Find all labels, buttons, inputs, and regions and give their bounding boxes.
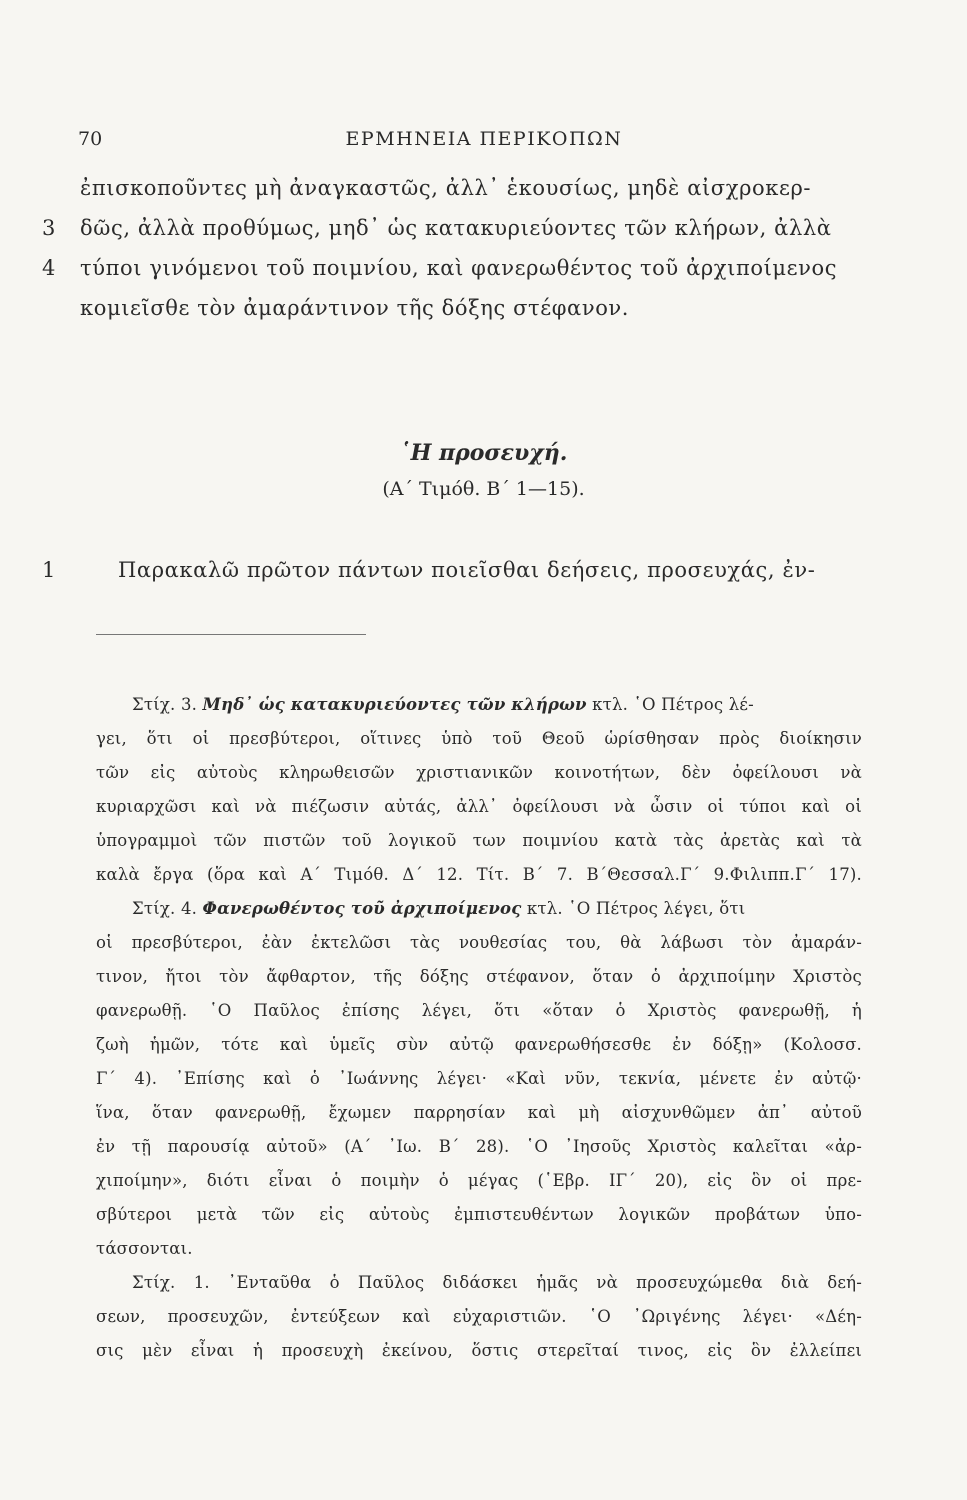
footnote-divider: [96, 634, 366, 635]
page-header: [78, 128, 890, 158]
note-line: τάσσονται.: [96, 1239, 193, 1258]
verse-text: τύποι γινόμενοι τοῦ ποιμνίου, καὶ φανερωθέντος τοῦ ἀρχιποίμενος: [80, 256, 838, 280]
note-line: τῶν εἰς αὐτοὺς κληρωθεισῶν χριστιανικῶν κοινοτήτων, δὲν ὀφείλουσι νὰ: [96, 763, 862, 782]
note-line: σις μὲν εἶναι ἡ προσευχὴ ἐκείνου, ὅστις στερεῖταί τινος, εἰς ὃν ἐλλείπει: [96, 1341, 862, 1360]
verse-text: ἐπισκοποῦντες μὴ ἀναγκαστῶς, ἀλλ᾽ ἑκουσίως, μηδὲ αἰσχροκερ-: [80, 176, 812, 200]
note-verse-ref: Στίχ. 3.: [132, 695, 203, 714]
verse-text: Παρακαλῶ πρῶτον πάντων ποιεῖσθαι δεήσεις, προσευχάς, ἐν-: [118, 558, 816, 582]
note-line: κυριαρχῶσι καὶ νὰ πιέζωσιν αὐτάς, ἀλλ᾽ ὀφείλουσι νὰ ὦσιν οἱ τύποι καὶ οἱ: [96, 797, 862, 816]
note-line: σεων, προσευχῶν, ἐντεύξεων καὶ εὐχαριστιῶν. ῾Ο ᾽Ωριγένης λέγει· «Δέη-: [96, 1307, 862, 1326]
note-lemma: Φανερωθέντος τοῦ ἀρχιποίμενος: [202, 899, 522, 918]
note-line: χιποίμην», διότι εἶναι ὁ ποιμὴν ὁ μέγας (῾Εβρ. ΙΓ΄ 20), εἰς ὃν οἱ πρε-: [96, 1171, 862, 1190]
note-line: φανερωθῇ. ῾Ο Παῦλος ἐπίσης λέγει, ὅτι «ὅταν ὁ Χριστὸς φανερωθῇ, ἡ: [96, 1001, 862, 1020]
note-lemma: Μηδ᾽ ὡς κατακυριεύοντες τῶν κλήρων: [202, 695, 587, 714]
note-line: τινον, ἤτοι τὸν ἄφθαρτον, τῆς δόξης στέφανον, ὅταν ὁ ἀρχιποίμην Χριστὸς: [96, 967, 862, 986]
verse-number: 4: [42, 256, 56, 280]
verse-number: 3: [42, 216, 56, 240]
page-number: 70: [78, 128, 103, 150]
verse-line: [30, 216, 880, 256]
section-reference: (Α΄ Τιμόθ. Β΄ 1—15).: [382, 478, 585, 500]
note-text: κτλ. ῾Ο Πέτρος λέγει, ὅτι: [521, 899, 746, 918]
main-text: [30, 176, 880, 336]
verse-line: [30, 296, 880, 336]
note-line: Γ΄ 4). ᾽Επίσης καὶ ὁ ᾽Ιωάννης λέγει· «Καὶ νῦν, τεκνία, μένετε ἐν αὐτῷ·: [96, 1069, 862, 1088]
verse-text: δῶς, ἀλλὰ προθύμως, μηδ᾽ ὡς κατακυριεύοντες τῶν κλήρων, ἀλλὰ: [80, 216, 832, 240]
note-line: ἐν τῇ παρουσίᾳ αὐτοῦ» (Α΄ ᾽Ιω. Β΄ 28). ῾Ο ᾽Ιησοῦς Χριστὸς καλεῖται «ἀρ-: [96, 1137, 862, 1156]
verse-number: 1: [42, 558, 56, 582]
note-line: ζωὴ ἡμῶν, τότε καὶ ὑμεῖς σὺν αὐτῷ φανερωθήσεσθε ἐν δόξῃ» (Κολοσσ.: [96, 1035, 862, 1054]
note-line: Στίχ. 1. ᾽Ενταῦθα ὁ Παῦλος διδάσκει ἡμᾶς νὰ προσευχώμεθα διὰ δεή-: [132, 1273, 862, 1292]
running-title: ΕΡΜΗΝΕΙΑ ΠΕΡΙΚΟΠΩΝ: [345, 128, 623, 150]
note-line: ὑπογραμμοὶ τῶν πιστῶν τοῦ λογικοῦ των ποιμνίου κατὰ τὰς ἀρετὰς καὶ τὰ: [96, 831, 862, 850]
note-line: [96, 892, 862, 926]
note-line: σβύτεροι μετὰ τῶν εἰς αὐτοὺς ἐμπιστευθέντων λογικῶν προβάτων ὑπο-: [96, 1205, 862, 1224]
verse-text: κομιεῖσθε τὸν ἀμαράντινον τῆς δόξης στέφανον.: [80, 296, 630, 320]
verse-line: [30, 176, 880, 216]
note-text: κτλ. ῾Ο Πέτρος λέ-: [586, 695, 754, 714]
commentary-notes: [96, 688, 862, 1368]
section-title: ῾Η προσευχή.: [399, 440, 568, 466]
note-line: καλὰ ἔργα (ὅρα καὶ Α΄ Τιμόθ. Δ΄ 12. Τίτ. Β΄ 7. Β΄Θεσσαλ.Γ΄ 9.Φιλιππ.Γ΄ 17).: [96, 865, 862, 884]
note-line: γει, ὅτι οἱ πρεσβύτεροι, οἵτινες ὑπὸ τοῦ Θεοῦ ὡρίσθησαν πρὸς διοίκησιν: [96, 729, 862, 748]
note-line: ἵνα, ὅταν φανερωθῇ, ἔχωμεν παρρησίαν καὶ μὴ αἰσχυνθῶμεν ἀπ᾽ αὐτοῦ: [96, 1103, 862, 1122]
note-verse-ref: Στίχ. 4.: [132, 899, 203, 918]
verse-line: [30, 256, 880, 296]
note-line: οἱ πρεσβύτεροι, ἐὰν ἐκτελῶσι τὰς νουθεσίας του, θὰ λάβωσι τὸν ἀμαράν-: [96, 933, 862, 952]
verse-line: [30, 558, 880, 598]
note-line: [96, 688, 862, 722]
